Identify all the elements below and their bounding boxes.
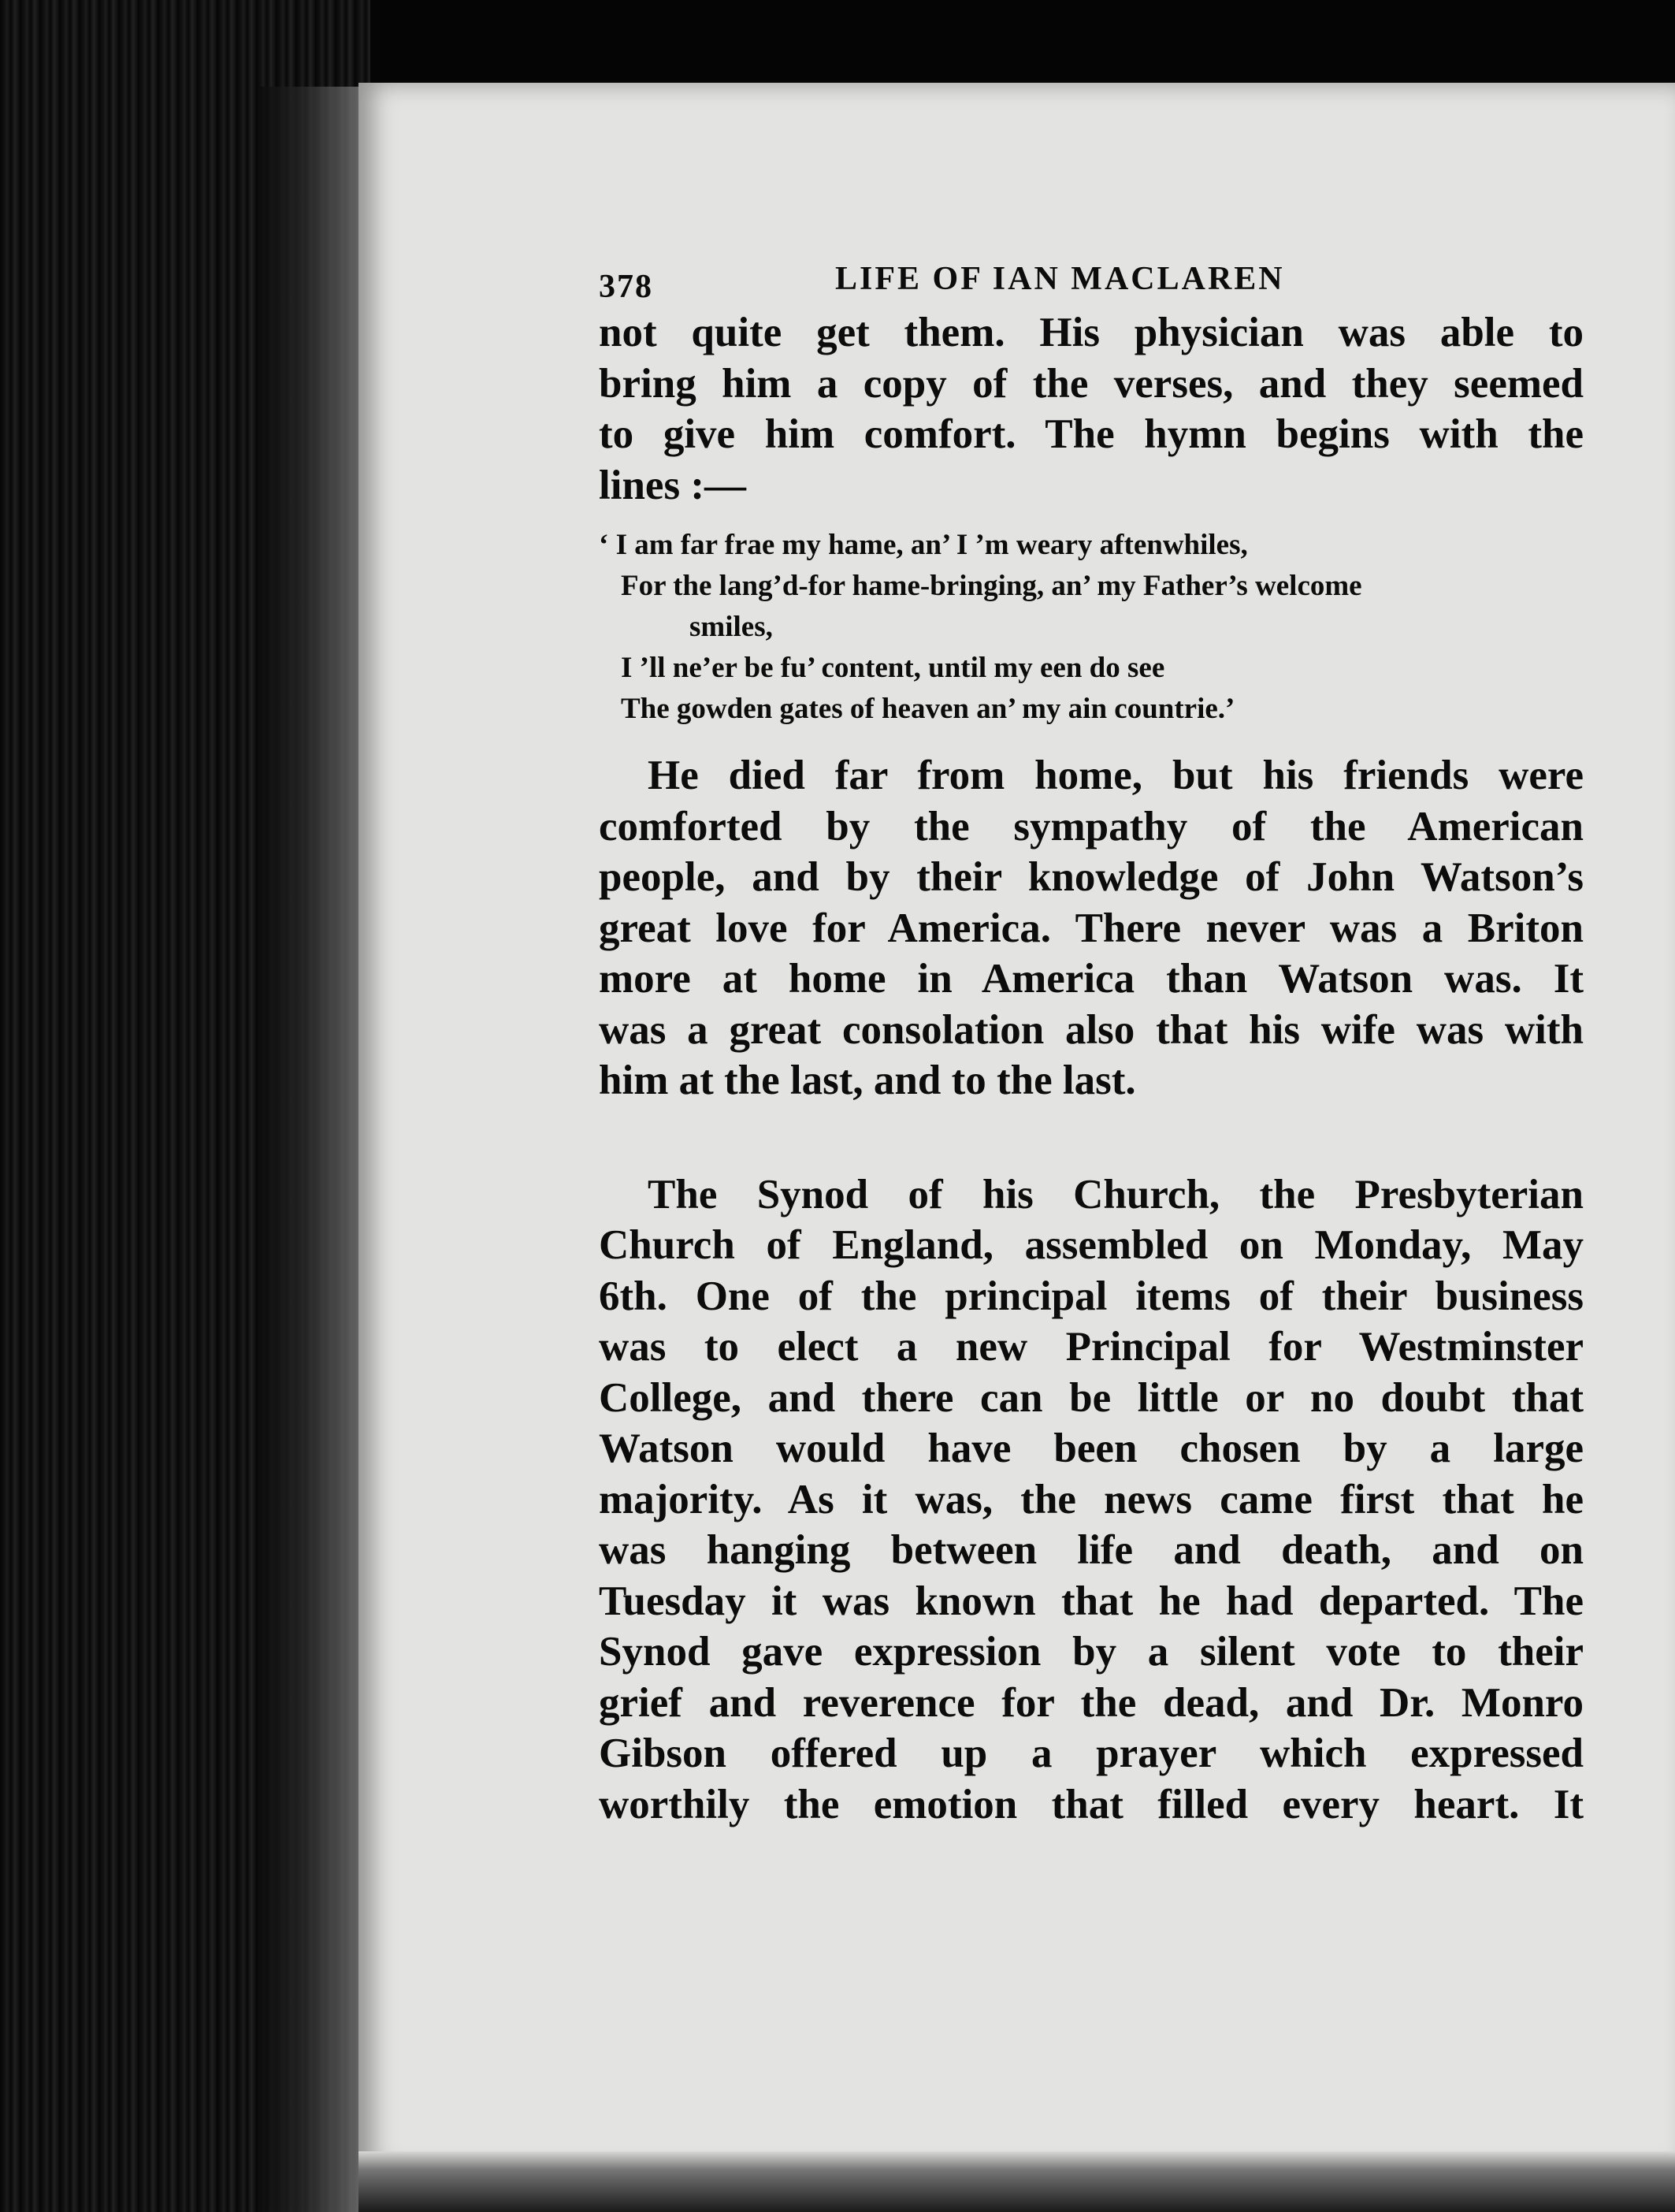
text-line: was to elect a new Principal for Westminster [599, 1324, 1584, 1370]
running-head [599, 260, 1584, 307]
text-line: more at home in America than Watson was. It [599, 956, 1584, 1002]
text-line: people, and by their knowledge of John Watson’s [599, 854, 1584, 900]
page-content [599, 260, 1584, 1830]
text-line: College, and there can be little or no doubt that [599, 1374, 1584, 1421]
verse-line: The gowden gates of heaven an’ my ain countrie.’ [621, 693, 1235, 725]
book-spine-edge [0, 0, 370, 2212]
text-line: Gibson offered up a prayer which expressed [599, 1731, 1584, 1776]
text-line: him at the last, and to the last. [599, 1058, 1136, 1103]
text-line: Watson would have been chosen by a large [599, 1426, 1584, 1471]
text-line: bring him a copy of the verses, and they seemed [599, 360, 1584, 407]
text-line: not quite get them. His physician was able to [599, 310, 1584, 355]
text-line: comforted by the sympathy of the American [599, 803, 1584, 849]
text-line: Church of England, assembled on Monday, May [599, 1222, 1584, 1268]
paragraph-3 [599, 1169, 1584, 1831]
paragraph-1 [599, 307, 1584, 511]
text-line: grief and reverence for the dead, and Dr. Monro [599, 1679, 1584, 1726]
paragraph-gap [599, 1106, 1584, 1169]
verse-line: ‘ I am far frae my hame, an’ I ’m weary aftenwhiles, [599, 529, 1248, 561]
text-line: worthily the emotion that filled every heart. It [599, 1781, 1584, 1827]
text-line: great love for America. There never was a Briton [599, 905, 1584, 951]
verse-line: smiles, [689, 611, 773, 643]
verse-line: For the lang’d-for hame-bringing, an’ my Father’s welcome [621, 570, 1362, 602]
page-number: 378 [599, 269, 653, 305]
page-bottom-edge [358, 2151, 1675, 2212]
verse-line: I ’ll ne’er be fu’ content, until my een do see [621, 652, 1165, 684]
text-line: He died far from home, but his friends were [648, 753, 1584, 798]
text-line: majority. As it was, the news came first that he [599, 1476, 1584, 1522]
text-line: was a great consolation also that his wife was with [599, 1006, 1584, 1053]
text-line: to give him comfort. The hymn begins with the [599, 411, 1584, 457]
text-line: 6th. One of the principal items of their business [599, 1273, 1584, 1319]
running-title: LIFE OF IAN MACLAREN [835, 261, 1285, 297]
text-line: Synod gave expression by a silent vote to their [599, 1629, 1584, 1675]
text-line: Tuesday it was known that he had departed. The [599, 1578, 1584, 1624]
paragraph-2 [599, 750, 1584, 1106]
text-line: lines :— [599, 462, 746, 508]
text-line: The Synod of his Church, the Presbyterian [648, 1171, 1584, 1218]
text-line: was hanging between life and death, and on [599, 1527, 1584, 1573]
hymn-verse [599, 525, 1584, 730]
